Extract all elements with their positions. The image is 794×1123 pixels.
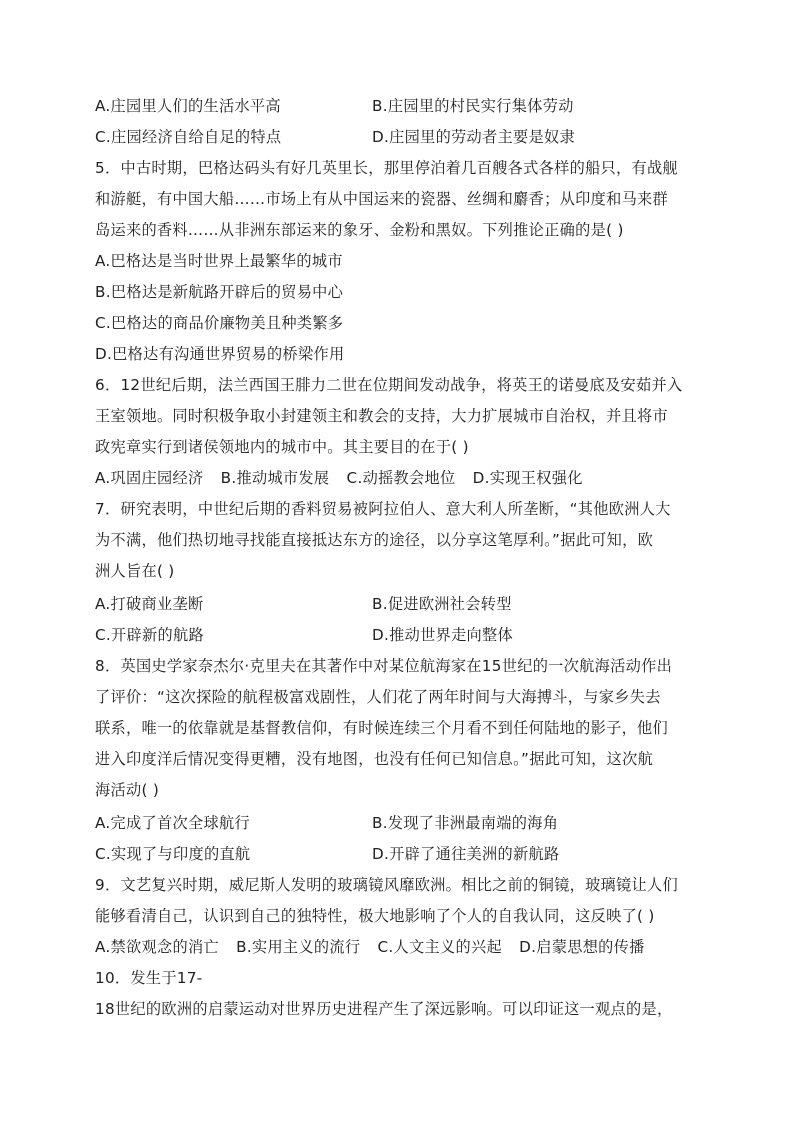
q8-option-a: A.完成了首次全球航行	[95, 814, 250, 832]
q6-option-c: C.动摇教会地位	[346, 469, 456, 487]
q9-option-b: B.实用主义的流行	[236, 938, 361, 956]
q9-option-a: A.禁欲观念的消亡	[95, 938, 219, 956]
q9-options-row	[95, 937, 657, 957]
q8-stem-line-3: 联系，唯一的依靠就是基督教信仰，有时候连续三个月看不到任何陆地的影子，他们	[95, 719, 669, 737]
q5-stem-line-1: 5．中古时期，巴格达码头有好几英里长，那里停泊着几百艘各式各样的船只，有战舰	[95, 159, 678, 177]
q8-option-d: D.开辟了通往美洲的新航路	[372, 845, 560, 863]
q9-option-d: D.启蒙思想的传播	[519, 938, 645, 956]
q8-stem-line-2: 了评价：“这次探险的航程极富戏剧性，人们花了两年时间与大海搏斗，与家乡失去	[95, 688, 661, 706]
q4-option-b: B.庄园里的村民实行集体劳动	[372, 97, 574, 115]
q7-option-d: D.推动世界走向整体	[372, 626, 514, 644]
q8-stem-line-5: 海活动( )	[95, 781, 160, 799]
q10-stem-line-2: 18世纪的欧洲的启蒙运动对世界历史进程产生了深远影响。可以印证这一观点的是，	[95, 1000, 673, 1018]
q7-option-a: A.打破商业垄断	[95, 595, 204, 613]
q7-option-c: C.开辟新的航路	[95, 626, 204, 644]
q5-option-d: D.巴格达有沟通世界贸易的桥梁作用	[95, 345, 345, 363]
q8-stem-line-1: 8．英国史学家奈杰尔·克里夫在其著作中对某位航海家在15世纪的一次航海活动作出	[95, 657, 673, 675]
q5-option-b: B.巴格达是新航路开辟后的贸易中心	[95, 283, 344, 301]
q7-option-b: B.促进欧洲社会转型	[372, 595, 512, 613]
q5-option-a: A.巴格达是当时世界上最繁华的城市	[95, 252, 343, 270]
q5-stem-line-3: 岛运来的香料……从非洲东部运来的象牙、金粉和黑奴。下列推论正确的是( )	[95, 221, 624, 239]
q7-stem-line-2: 为不满，他们热切地寻找能直接抵达东方的途径，以分享这笔厚利。”据此可知，欧	[95, 531, 654, 549]
q8-option-b: B.发现了非洲最南端的海角	[372, 814, 559, 832]
q6-stem-line-2: 王室领地。同时积极争取小封建领主和教会的支持，大力扩展城市自治权，并且将市	[95, 407, 669, 425]
q9-stem-line-2: 能够看清自己，认识到自己的独特性，极大地影响了个人的自我认同，这反映了( )	[95, 907, 655, 925]
q6-stem-line-3: 政宪章实行到诸侯领地内的城市中。其主要目的在于( )	[95, 438, 469, 456]
q6-option-d: D.实现王权强化	[472, 469, 583, 487]
q10-stem-line-1: 10．发生于17-	[95, 969, 203, 987]
q5-option-c: C.巴格达的商品价廉物美且种类繁多	[95, 314, 344, 332]
q7-stem-line-1: 7．研究表明，中世纪后期的香料贸易被阿拉伯人、意大利人所垄断，“其他欧洲人大	[95, 500, 671, 518]
q6-option-b: B.推动城市发展	[220, 469, 330, 487]
q9-stem-line-1: 9．文艺复兴时期，威尼斯人发明的玻璃镜风靡欧洲。相比之前的铜镜，玻璃镜让人们	[95, 876, 678, 894]
q8-option-c: C.实现了与印度的直航	[95, 845, 251, 863]
q4-option-a: A.庄园里人们的生活水平高	[95, 97, 281, 115]
q6-options-row	[95, 468, 595, 488]
q4-option-c: C.庄园经济自给自足的特点	[95, 128, 282, 146]
q5-stem-line-2: 和游艇，有中国大船……市场上有从中国运来的瓷器、丝绸和麝香；从印度和马来群	[95, 190, 669, 208]
q4-option-d: D.庄园里的劳动者主要是奴隶	[372, 128, 575, 146]
q7-stem-line-3: 洲人旨在( )	[95, 562, 175, 580]
q6-stem-line-1: 6．12世纪后期，法兰西国王腓力二世在位期间发动战争，将英王的诺曼底及安茹并入	[95, 376, 683, 394]
q6-option-a: A.巩固庄园经济	[95, 469, 204, 487]
q9-option-c: C.人文主义的兴起	[377, 938, 502, 956]
q8-stem-line-4: 进入印度洋后情况变得更糟，没有地图，也没有任何已知信息。”据此可知，这次航	[95, 750, 654, 768]
